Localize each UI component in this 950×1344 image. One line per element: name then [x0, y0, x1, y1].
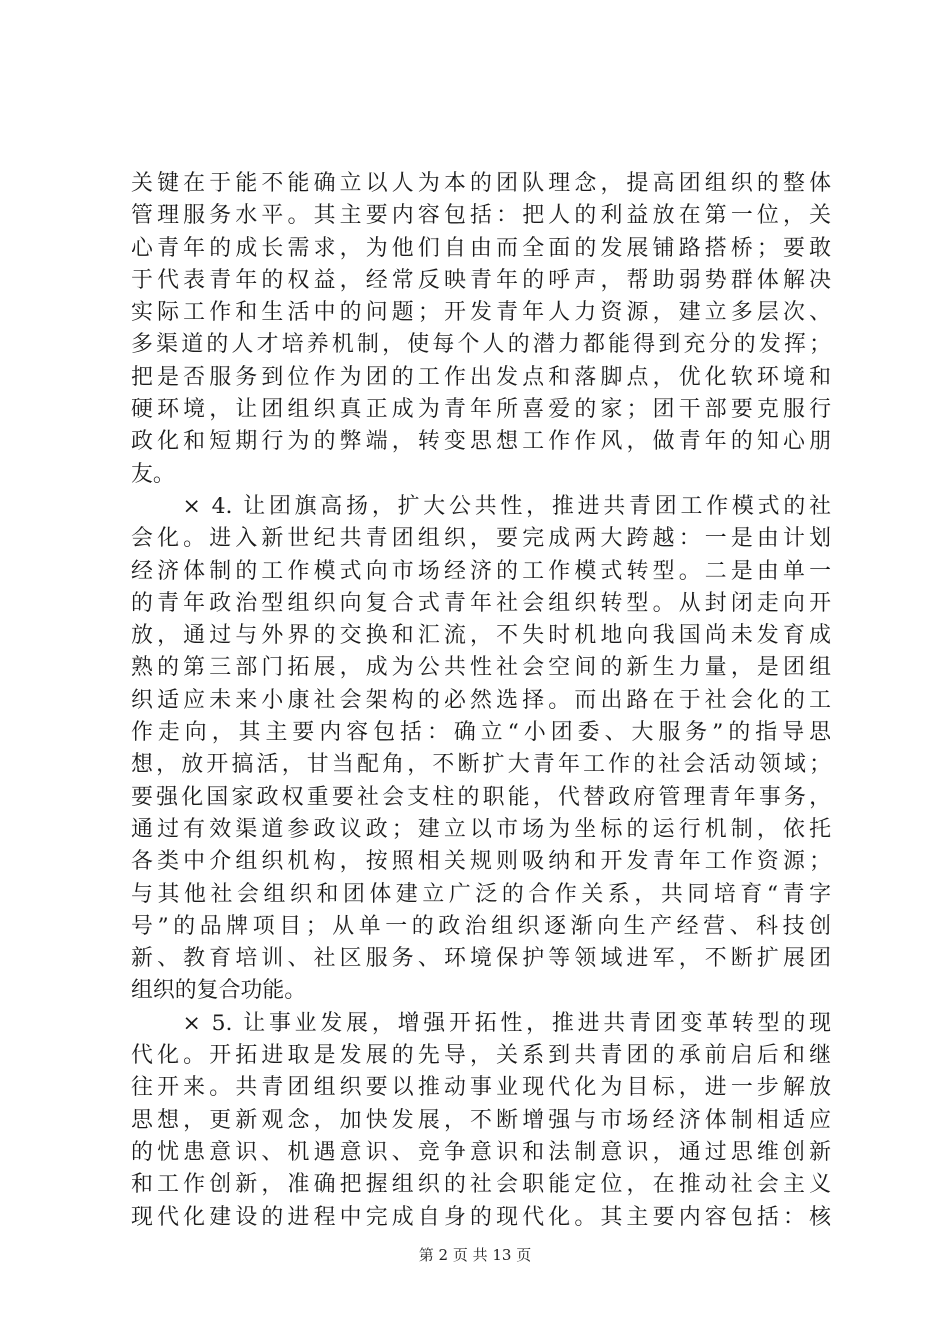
text-line: × 4. 让团旗高扬，扩大公共性，推进共青团工作模式的社	[131, 493, 831, 519]
text-line: 心青年的成长需求，为他们自由而全面的发展铺路搭桥；要敢	[131, 235, 831, 261]
text-line: 组织的复合功能。	[131, 978, 307, 1004]
text-line: 作走向，其主要内容包括：确立“小团委、大服务”的指导思	[131, 720, 831, 746]
text-line: 会化。进入新世纪共青团组织，要完成两大跨越：一是由计划	[131, 526, 831, 552]
text-line: 号”的品牌项目；从单一的政治组织逐渐向生产经营、科技创	[131, 913, 831, 939]
text-line: 现代化建设的进程中完成自身的现代化。其主要内容包括：核	[131, 1204, 831, 1230]
text-line: 友。	[131, 461, 175, 487]
text-line: 要强化国家政权重要社会支柱的职能，代替政府管理青年事务，	[131, 784, 831, 810]
text-line: 代化。开拓进取是发展的先导，关系到共青团的承前启后和继	[131, 1043, 831, 1069]
text-line: 思想，更新观念，加快发展，不断增强与市场经济体制相适应	[131, 1107, 831, 1133]
text-line: 织适应未来小康社会架构的必然选择。而出路在于社会化的工	[131, 687, 831, 713]
text-line: 通过有效渠道参政议政；建立以市场为坐标的运行机制，依托	[131, 816, 831, 842]
text-line: 经济体制的工作模式向市场经济的工作模式转型。二是由单一	[131, 558, 831, 584]
body-text	[131, 168, 831, 1234]
text-line: 与其他社会组织和团体建立广泛的合作关系，共同培育“青字	[131, 881, 831, 907]
text-line: 和工作创新，准确把握组织的社会职能定位，在推动社会主义	[131, 1172, 831, 1198]
text-line: 政化和短期行为的弊端，转变思想工作作风，做青年的知心朋	[131, 429, 831, 455]
text-line: 硬环境，让团组织真正成为青年所喜爱的家；团干部要克服行	[131, 397, 831, 423]
text-line: 于代表青年的权益，经常反映青年的呼声，帮助弱势群体解决	[131, 267, 831, 293]
text-line: 新、教育培训、社区服务、环境保护等领域进军，不断扩展团	[131, 946, 831, 972]
text-line: 放，通过与外界的交换和汇流，不失时机地向我国尚未发育成	[131, 623, 831, 649]
page-footer: 第 2 页 共 13 页	[418, 1246, 532, 1264]
text-line: 各类中介组织机构，按照相关规则吸纳和开发青年工作资源；	[131, 849, 831, 875]
text-line: 关键在于能不能确立以人为本的团队理念，提高团组织的整体	[131, 171, 831, 196]
text-line: 熟的第三部门拓展，成为公共性社会空间的新生力量，是团组	[131, 655, 831, 681]
text-line: 的青年政治型组织向复合式青年社会组织转型。从封闭走向开	[131, 590, 831, 616]
text-line: 想，放开搞活，甘当配角，不断扩大青年工作的社会活动领域；	[131, 752, 831, 778]
text-line: 把是否服务到位作为团的工作出发点和落脚点，优化软环境和	[131, 364, 831, 390]
text-line: 往开来。共青团组织要以推动事业现代化为目标，进一步解放	[131, 1075, 831, 1101]
text-line: × 5. 让事业发展，增强开拓性，推进共青团变革转型的现	[131, 1010, 831, 1036]
text-line: 实际工作和生活中的问题；开发青年人力资源，建立多层次、	[131, 300, 831, 326]
text-line: 的忧患意识、机遇意识、竞争意识和法制意识，通过思维创新	[131, 1139, 831, 1165]
text-line: 管理服务水平。其主要内容包括：把人的利益放在第一位，关	[131, 203, 831, 229]
text-line: 多渠道的人才培养机制，使每个人的潜力都能得到充分的发挥；	[131, 332, 831, 358]
